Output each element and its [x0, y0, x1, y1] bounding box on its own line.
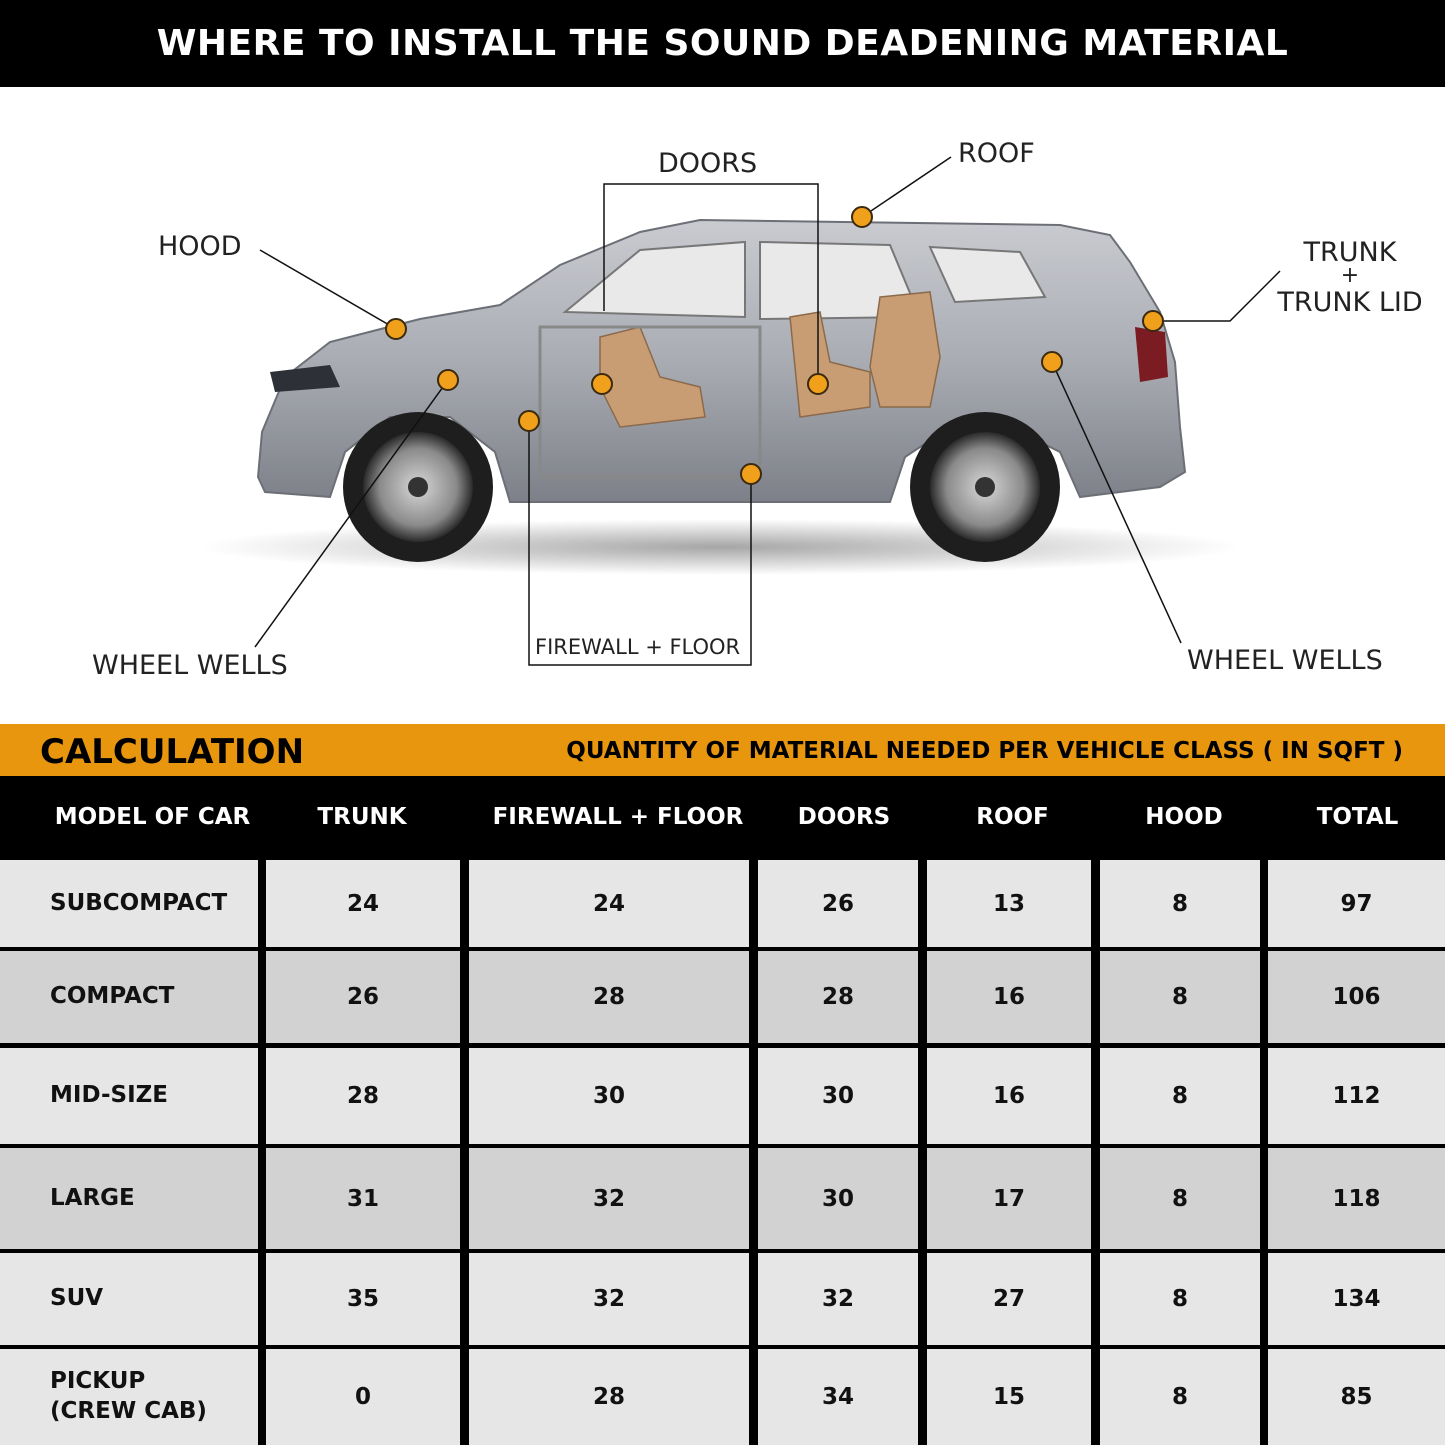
front-wheel: [343, 412, 493, 562]
floor-marker: [741, 464, 761, 484]
trunk-lid-label: TRUNK LID: [1277, 287, 1423, 318]
header-model: MODEL OF CAR: [54, 804, 251, 830]
model-cell: SUV: [0, 1253, 258, 1345]
roof-label: ROOF: [958, 138, 1035, 169]
roof-cell: 27: [927, 1253, 1091, 1345]
firewall-floor-cell: 24: [469, 860, 749, 947]
header-total: TOTAL: [1316, 804, 1399, 830]
model-cell: MID-SIZE: [0, 1048, 258, 1144]
rear-wheel-well-marker: [1042, 352, 1062, 372]
table-row: [0, 1048, 1445, 1144]
hood-cell: 8: [1100, 1349, 1260, 1445]
model-cell: SUBCOMPACT: [0, 860, 258, 947]
table-header: [0, 776, 1445, 860]
hood-cell: 8: [1100, 951, 1260, 1043]
page-title: WHERE TO INSTALL THE SOUND DEADENING MATERIAL: [156, 23, 1289, 64]
firewall-floor-cell: 28: [469, 951, 749, 1043]
header-doors: DOORS: [797, 804, 891, 830]
header-hood: HOOD: [1145, 804, 1223, 830]
front-door-marker: [592, 374, 612, 394]
roof-cell: 17: [927, 1148, 1091, 1249]
calculation-bar: [0, 724, 1445, 776]
model-cell: LARGE: [0, 1148, 258, 1249]
hood-marker: [386, 319, 406, 339]
front-wheel-well-marker: [438, 370, 458, 390]
hood-label: HOOD: [158, 231, 242, 262]
doors-label: DOORS: [658, 148, 758, 179]
rear-door-marker: [808, 374, 828, 394]
total-cell: 106: [1268, 951, 1445, 1043]
firewall-floor-cell: 28: [469, 1349, 749, 1445]
header-trunk: TRUNK: [317, 804, 407, 830]
firewall-floor-label: FIREWALL + FLOOR: [535, 635, 741, 659]
trunk-marker: [1143, 311, 1163, 331]
doors-cell: 34: [758, 1349, 918, 1445]
trunk-label: TRUNK: [1303, 237, 1397, 268]
page-title-banner: [0, 0, 1445, 87]
firewall-marker: [519, 411, 539, 431]
doors-cell: 26: [758, 860, 918, 947]
trunk-cell: 31: [266, 1148, 460, 1249]
roof-cell: 16: [927, 1048, 1091, 1144]
total-cell: 97: [1268, 860, 1445, 947]
roof-cell: 13: [927, 860, 1091, 947]
trunk-cell: 28: [266, 1048, 460, 1144]
model-cell: PICKUP (CREW CAB): [0, 1349, 258, 1445]
calculation-subtitle: QUANTITY OF MATERIAL NEEDED PER VEHICLE CLASS ( IN SQFT ): [566, 738, 1403, 764]
calculation-title: CALCULATION: [40, 732, 305, 772]
roof-cell: 15: [927, 1349, 1091, 1445]
trunk-cell: 26: [266, 951, 460, 1043]
table-row: [0, 1253, 1445, 1345]
total-cell: 112: [1268, 1048, 1445, 1144]
roof-marker: [852, 207, 872, 227]
wheel-wells-left-label: WHEEL WELLS: [92, 650, 288, 681]
table-row: [0, 1349, 1445, 1445]
total-cell: 85: [1268, 1349, 1445, 1445]
firewall-floor-cell: 32: [469, 1253, 749, 1345]
table-row: [0, 951, 1445, 1043]
rear-wheel: [910, 412, 1060, 562]
hood-cell: 8: [1100, 860, 1260, 947]
firewall-floor-cell: 32: [469, 1148, 749, 1249]
hood-cell: 8: [1100, 1048, 1260, 1144]
wheel-wells-right-label: WHEEL WELLS: [1187, 645, 1383, 676]
hood-cell: 8: [1100, 1253, 1260, 1345]
model-cell: COMPACT: [0, 951, 258, 1043]
trunk-cell: 24: [266, 860, 460, 947]
doors-cell: 32: [758, 1253, 918, 1345]
trunk-plus-label: +: [1340, 263, 1360, 288]
data-table: [0, 860, 1445, 1445]
doors-cell: 30: [758, 1048, 918, 1144]
doors-cell: 28: [758, 951, 918, 1043]
trunk-cell: 35: [266, 1253, 460, 1345]
taillight: [1135, 327, 1168, 382]
installation-diagram: [0, 87, 1445, 724]
car-cutaway-illustration: [0, 87, 1445, 724]
header-firewall-floor: FIREWALL + FLOOR: [492, 804, 744, 830]
table-row: [0, 860, 1445, 947]
firewall-floor-cell: 30: [469, 1048, 749, 1144]
hood-cell: 8: [1100, 1148, 1260, 1249]
total-cell: 134: [1268, 1253, 1445, 1345]
table-row: [0, 1148, 1445, 1249]
roof-cell: 16: [927, 951, 1091, 1043]
trunk-cell: 0: [266, 1349, 460, 1445]
header-roof: ROOF: [976, 804, 1049, 830]
doors-cell: 30: [758, 1148, 918, 1249]
total-cell: 118: [1268, 1148, 1445, 1249]
